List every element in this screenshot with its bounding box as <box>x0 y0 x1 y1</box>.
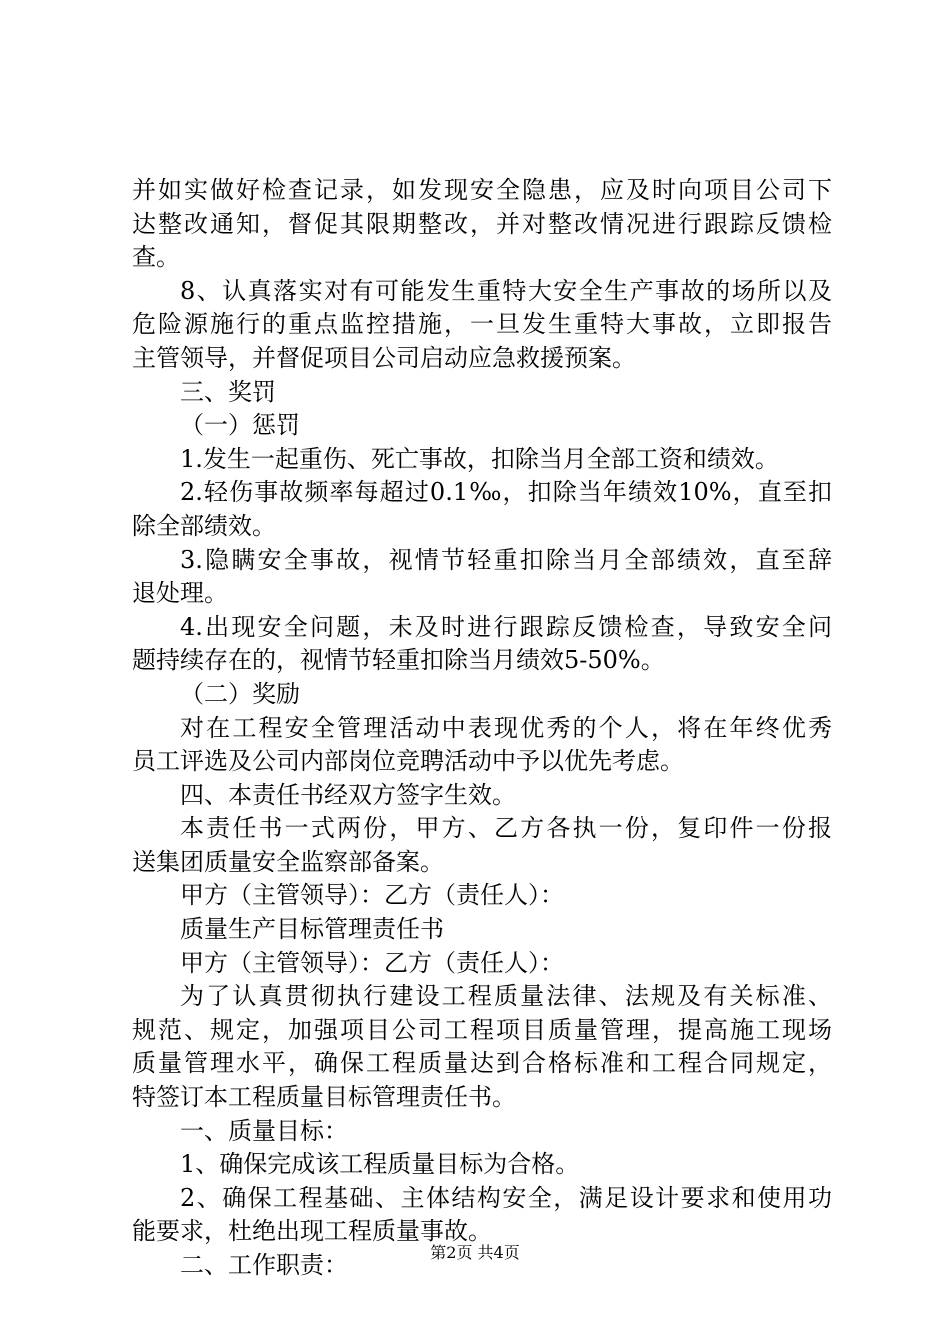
text-line: 并如实做好检查记录，如发现安全隐患，应及时向项目公司下 <box>132 176 832 204</box>
text-line: 三、奖罚 <box>180 377 276 406</box>
text-line: 规范、规定，加强项目公司工程项目质量管理，提高施工现场 <box>132 1015 832 1044</box>
page-footer: 第2页 共4页 <box>430 1243 520 1262</box>
text-line: 一、质量目标： <box>180 1116 348 1145</box>
text-line: 1.发生一起重伤、死亡事故，扣除当月全部工资和绩效。 <box>180 444 779 473</box>
text-line: 四、本责任书经双方签字生效。 <box>180 780 516 809</box>
text-line: （一）惩罚 <box>180 411 300 440</box>
text-line: 2.轻伤事故频率每超过0.1‰，扣除当年绩效10%，直至扣 <box>180 478 832 507</box>
text-line: 二、工作职责： <box>180 1251 348 1279</box>
text-line: 8、认真落实对有可能发生重特大安全生产事故的场所以及 <box>180 276 832 305</box>
text-line: 3.隐瞒安全事故，视情节轻重扣除当月全部绩效，直至辞 <box>180 545 832 574</box>
text-line: 能要求，杜绝出现工程质量事故。 <box>132 1217 492 1246</box>
text-line: 达整改通知，督促其限期整改，并对整改情况进行跟踪反馈检 <box>132 209 832 238</box>
text-line: 本责任书一式两份，甲方、乙方各执一份，复印件一份报 <box>180 814 832 843</box>
text-line: 查。 <box>132 243 180 272</box>
text-line: 4.出现安全问题，未及时进行跟踪反馈检查，导致安全问 <box>180 612 832 641</box>
text-line: 质量生产目标管理责任书 <box>180 915 444 944</box>
text-line: 为了认真贯彻执行建设工程质量法律、法规及有关标准、 <box>180 982 832 1011</box>
text-line: 危险源施行的重点监控措施，一旦发生重特大事故，立即报告 <box>132 310 832 339</box>
text-line: 员工评选及公司内部岗位竞聘活动中予以优先考虑。 <box>132 747 684 776</box>
text-line: 对在工程安全管理活动中表现优秀的个人，将在年终优秀 <box>180 713 832 742</box>
text-line: 1、确保完成该工程质量目标为合格。 <box>180 1150 580 1179</box>
text-line: （二）奖励 <box>180 679 300 708</box>
text-line: 退处理。 <box>132 579 228 608</box>
document-body <box>132 174 832 1283</box>
text-line: 质量管理水平，确保工程质量达到合格标准和工程合同规定， <box>132 1049 832 1078</box>
text-line: 2、确保工程基础、主体结构安全，满足设计要求和使用功 <box>180 1183 832 1212</box>
text-line: 送集团质量安全监察部备案。 <box>132 847 444 876</box>
text-line: 特签订本工程质量目标管理责任书。 <box>132 1083 516 1112</box>
text-line: 甲方（主管领导）：乙方（责任人）： <box>180 881 564 910</box>
text-line: 甲方（主管领导）：乙方（责任人）： <box>180 948 564 977</box>
text-line: 主管领导，并督促项目公司启动应急救援预案。 <box>132 343 636 372</box>
text-line: 题持续存在的，视情节轻重扣除当月绩效5-50%。 <box>132 646 665 675</box>
text-line: 除全部绩效。 <box>132 511 276 540</box>
